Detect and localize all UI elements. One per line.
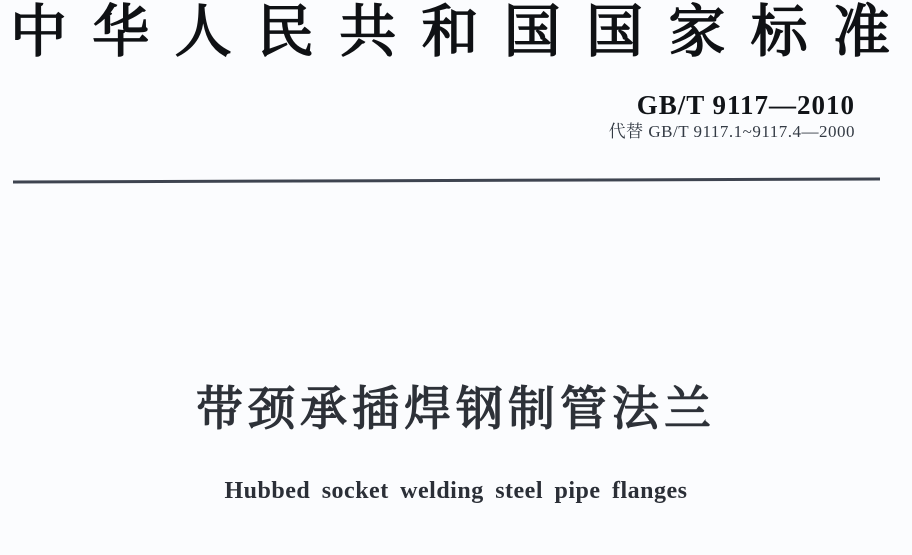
document-title-english: Hubbed socket welding steel pipe flanges — [224, 478, 688, 504]
standard-code-block — [609, 90, 855, 142]
header-divider — [13, 177, 880, 183]
standard-code: GB/T 9117—2010 — [636, 90, 855, 120]
national-standard-heading: 中 华 人 民 共 和 国 国 家 标 准 — [10, 1, 890, 64]
replaces-note: 代替 GB/T 9117.1~9117.4—2000 — [608, 122, 855, 141]
document-title-chinese: 带颈承插焊钢制管法兰 — [196, 382, 716, 435]
